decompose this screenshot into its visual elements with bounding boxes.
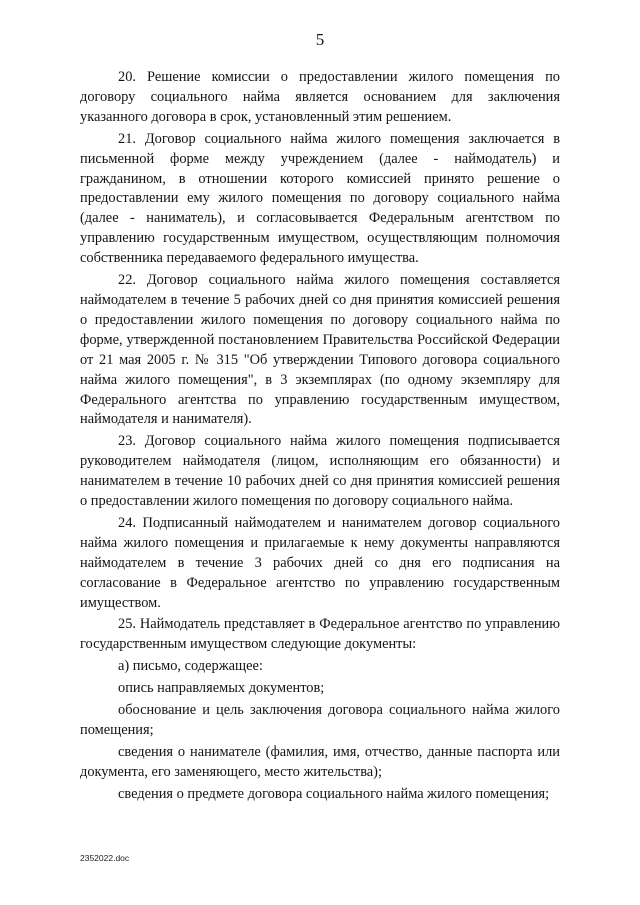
document-body <box>80 68 560 807</box>
subitem-a-letter: а) письмо, содержащее: <box>118 658 263 675</box>
subitem-tenant-info: сведения о нанимателе (фамилия, имя, отчество, данные паспорта или документа, его заменяющего, место жительства); <box>80 743 560 780</box>
subitem-subject-info: сведения о предмете договора социального найма жилого помещения; <box>118 785 550 802</box>
page-number: 5 <box>315 30 325 49</box>
paragraph-25: 25. Наймодатель представляет в Федеральное агентство по управлению государственным имуществом следующие документы: <box>80 616 560 653</box>
paragraph-24: 24. Подписанный наймодателем и нанимателем договор социального найма жилого помещения и прилагаемые к нему документы направляются наймодателем в течение 3 рабочих дней со дня его подписания на согласование в Федеральное агентство по управлению государственным имуществом. <box>80 514 560 611</box>
paragraph-20: 20. Решение комиссии о предоставлении жилого помещения по договору социального найма является основанием для заключения указанного договора в срок, установленный этим решением. <box>80 69 560 125</box>
paragraph-21: 21. Договор социального найма жилого помещения заключается в письменной форме между учреждением (далее - наймодатель) и гражданином, в отношении которого комиссией принято решение о предоставлении ему жилого помещения по договору социального найма (далее - наниматель), и согласовывается Федеральным агентством по управлению государственным имуществом, осуществляющим полномочия собственника передаваемого федерального имущества. <box>80 130 560 267</box>
paragraph-23: 23. Договор социального найма жилого помещения подписывается руководителем наймодателя (лицом, исполняющим его обязанности) и нанимателем в течение 10 рабочих дней со дня принятия комиссией решения о предоставлении жилого помещения по договору социального найма. <box>80 433 560 510</box>
subitem-inventory: опись направляемых документов; <box>118 680 325 697</box>
paragraph-22: 22. Договор социального найма жилого помещения составляется наймодателем в течение 5 рабочих дней со дня принятия комиссией решения о предоставлении жилого помещения по договору социального найма по форме, утвержденной постановлением Правительства Российской Федерации от 21 мая 2005 г. № 315 "Об утверждении Типового договора социального найма жилого помещения", в 3 экземплярах (по одному экземпляру для Федерального агентства по управлению государственным имуществом, наймодателя и нанимателя). <box>80 272 560 428</box>
file-name-footer: 2352022.doc <box>80 853 130 863</box>
subitem-justification: обоснование и цель заключения договора социального найма жилого помещения; <box>80 702 560 738</box>
